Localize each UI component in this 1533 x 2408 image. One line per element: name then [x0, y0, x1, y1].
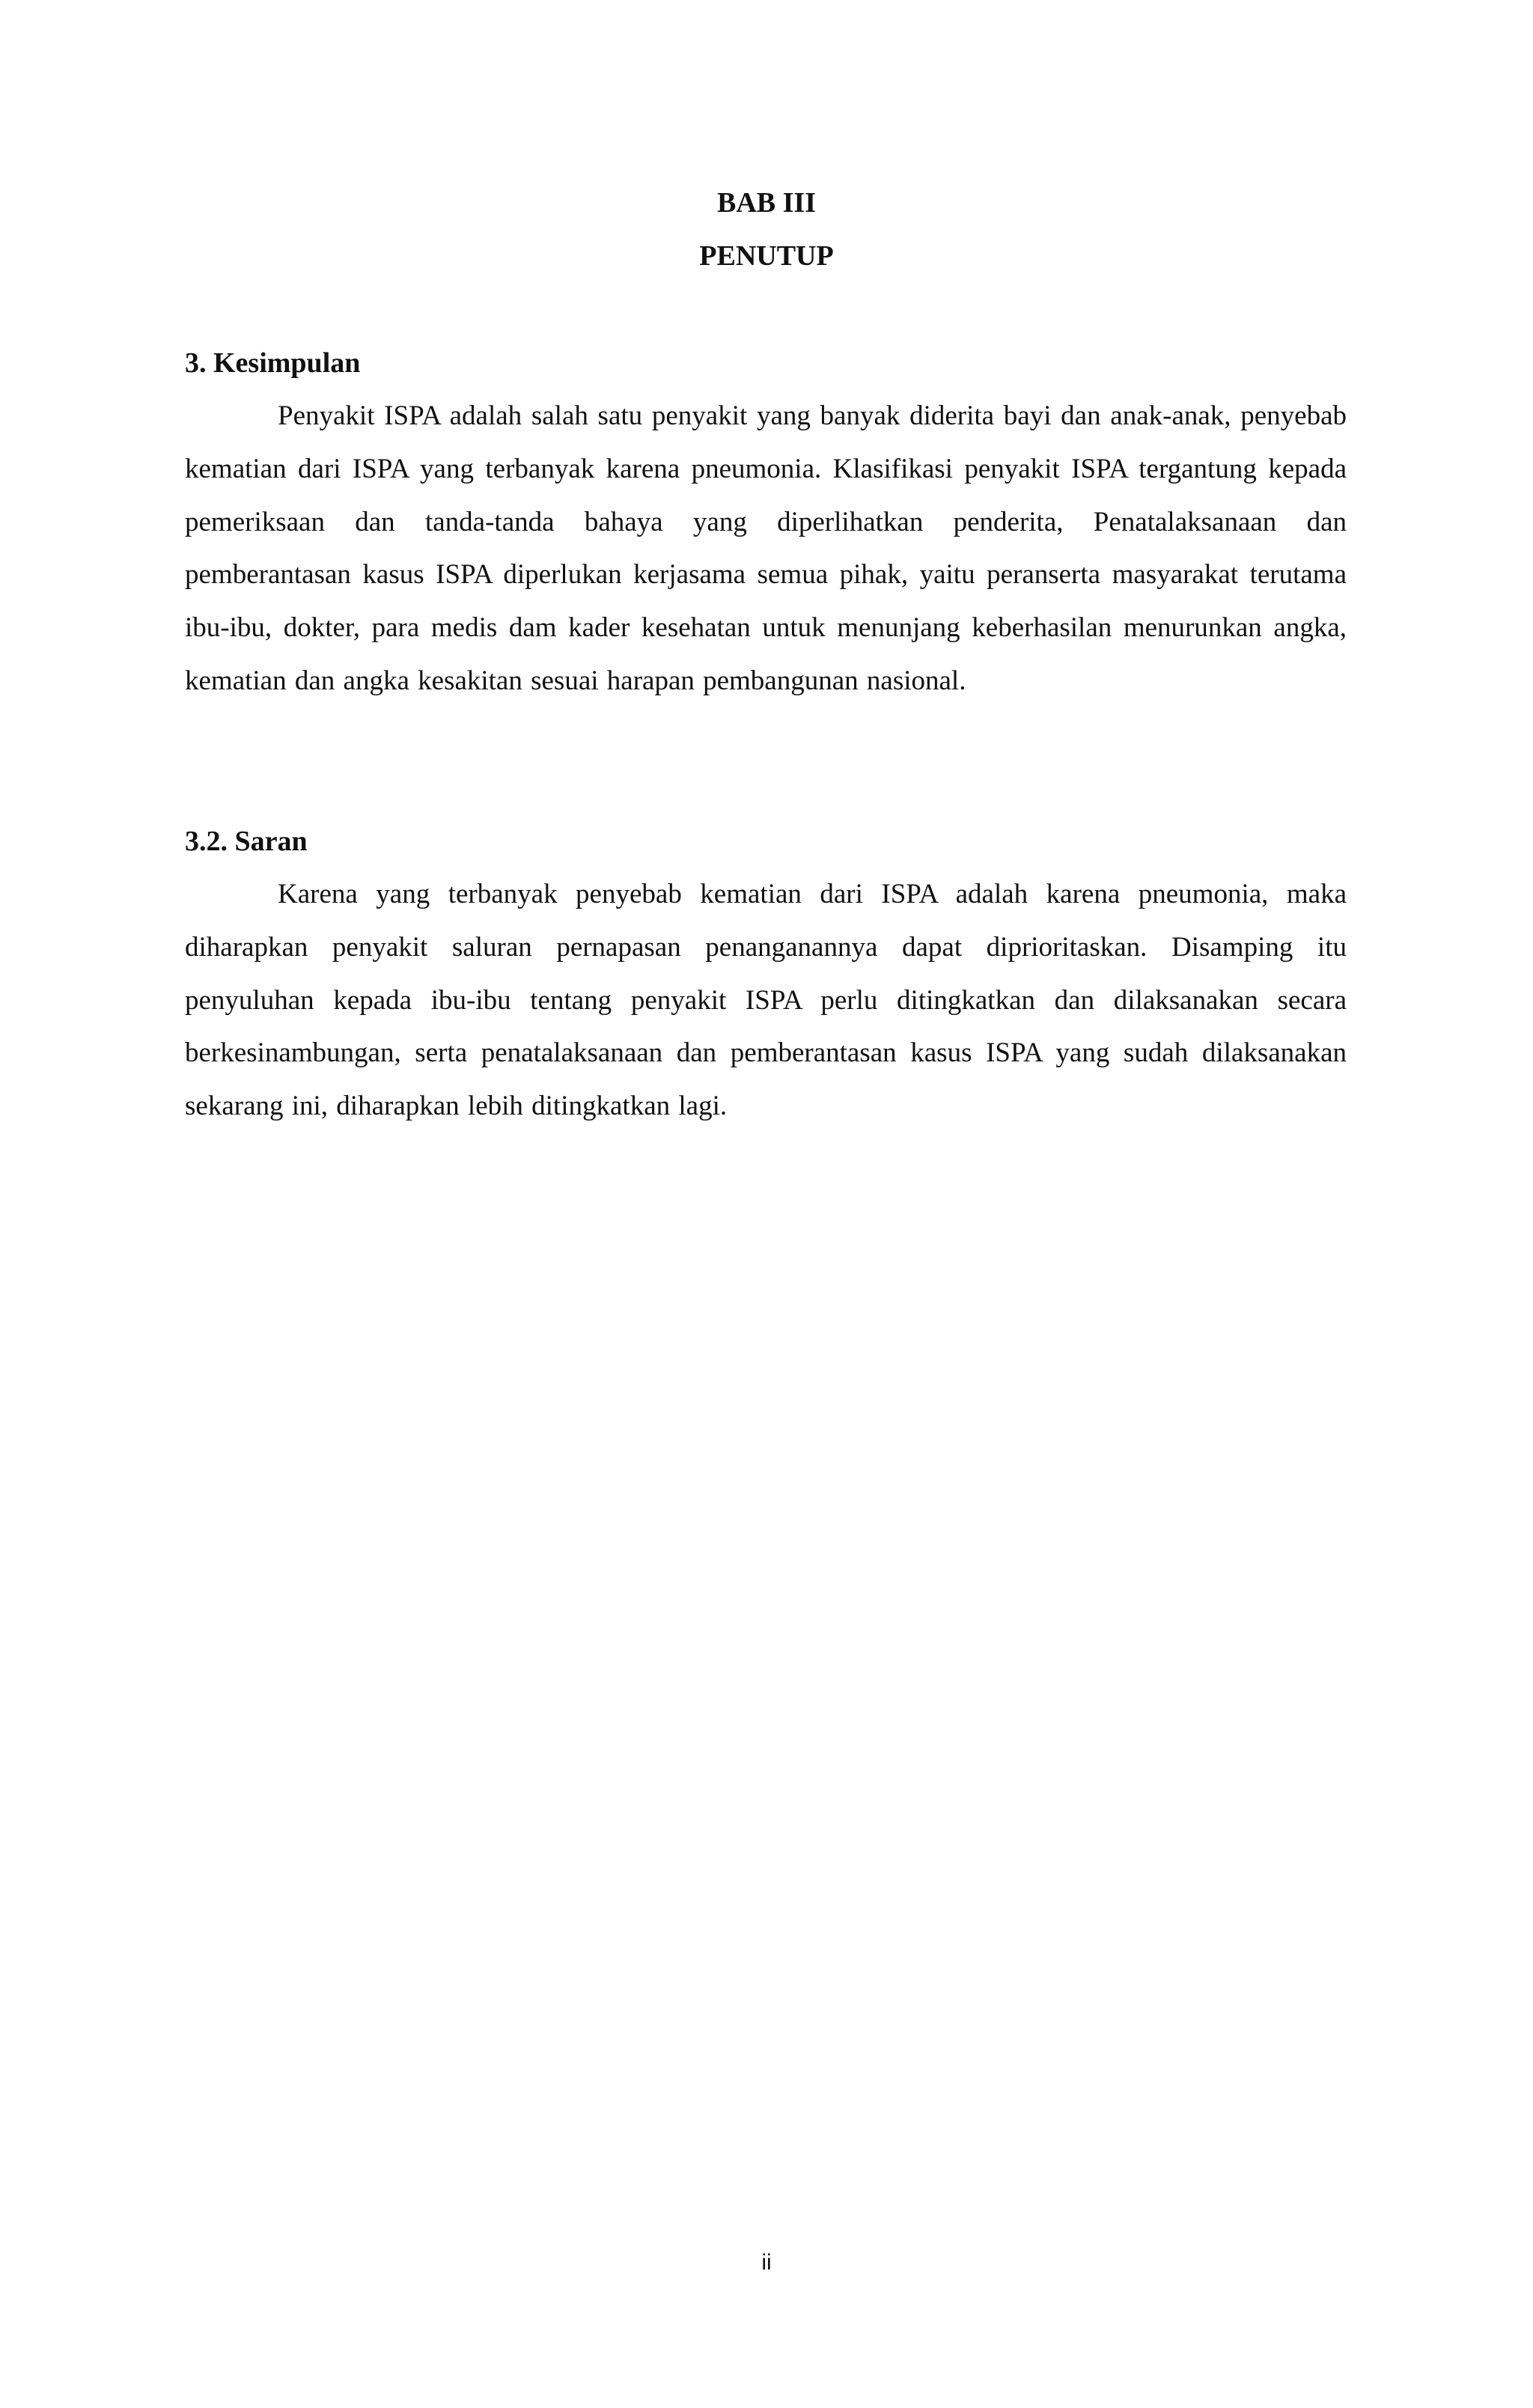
chapter-label: BAB III	[717, 187, 816, 219]
page-number: ii	[761, 2250, 772, 2275]
section-paragraph-saran: Karena yang terbanyak penyebab kematian dari ISPA adalah karena pneumonia, maka diharapkan penyakit saluran pernapasan penanganannya dapat diprioritaskan. Disamping itu penyuluhan kepada ibu-ibu tentang penyakit ISPA perlu ditingkatkan dan dilaksanakan secara berkesinambungan, serta penatalaksanaan dan pemberantasan kasus ISPA yang sudah dilaksanakan sekarang ini, diharapkan lebih ditingkatkan lagi.	[185, 879, 1347, 1122]
section-paragraph-kesimpulan: Penyakit ISPA adalah salah satu penyakit yang banyak diderita bayi dan anak-anak, penyebab kematian dari ISPA yang terbanyak karena pneumonia. Klasifikasi penyakit ISPA tergantung kepada pemeriksaan dan tanda-tanda bahaya yang diperlihatkan penderita, Penatalaksanaan dan pemberantasan kasus ISPA diperlukan kerjasama semua pihak, yaitu peranserta masyarakat terutama ibu-ibu, dokter, para medis dam kader kesehatan untuk menunjang keberhasilan menurunkan angka, kematian dan angka kesakitan sesuai harapan pembangunan nasional.	[185, 400, 1347, 696]
section-heading-kesimpulan: 3. Kesimpulan	[185, 347, 361, 379]
chapter-title: PENUTUP	[699, 240, 834, 272]
section-heading-saran: 3.2. Saran	[185, 826, 308, 857]
